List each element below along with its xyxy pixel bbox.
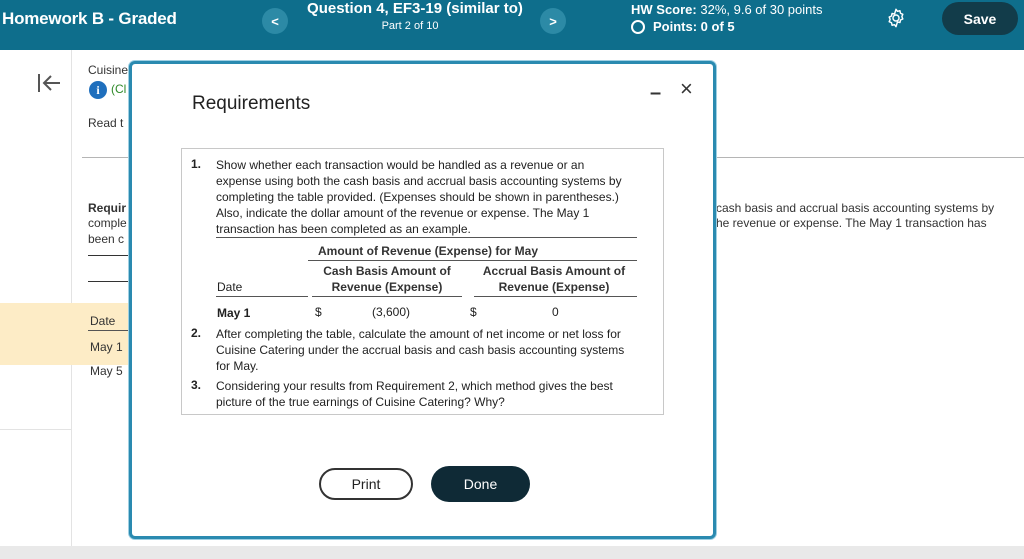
table-top-line (88, 255, 130, 256)
cash-basis-header-line1: Cash Basis Amount of (323, 264, 451, 278)
requirement-text-1: comple (88, 216, 127, 230)
dialog-title: Requirements (192, 93, 311, 114)
done-button[interactable]: Done (431, 466, 530, 502)
question-text-cuisine: Cuisine (88, 63, 129, 77)
requirement-3-line: picture of the true earnings of Cuisine Catering? Why? (216, 395, 505, 409)
collapse-panel-icon[interactable] (36, 72, 62, 94)
row-cash-dollar: $ (315, 305, 322, 319)
hw-score-value: 32%, 9.6 of 30 points (700, 2, 823, 17)
gear-icon[interactable] (885, 7, 907, 29)
cash-column-rule (312, 296, 462, 297)
requirements-dialog (129, 61, 716, 539)
requirement-heading: Requir (88, 201, 127, 215)
bg-table-row-may1: May 1 (90, 340, 123, 354)
requirement-1-number: 1. (191, 157, 202, 171)
rail-divider (0, 429, 72, 430)
highlight-band (0, 303, 72, 365)
requirement-text-right-2: he revenue or expense. The May 1 transaction has (716, 216, 987, 230)
requirement-2-line: for May. (216, 359, 259, 373)
requirement-2-text (216, 326, 661, 374)
accrual-basis-header-line2: Revenue (Expense) (498, 280, 610, 294)
previous-question-button[interactable]: < (262, 8, 288, 34)
requirement-1-line: Also, indicate the dollar amount of the revenue or expense. The May 1 (216, 206, 590, 220)
requirement-1-line: transaction has been completed as an example. (216, 222, 471, 236)
accrual-column-rule (474, 296, 637, 297)
bg-table-date-header: Date (90, 314, 116, 328)
cash-basis-header-line2: Revenue (Expense) (331, 280, 443, 294)
hw-score-label: HW Score: (631, 2, 697, 17)
hw-score (631, 2, 823, 17)
row-date: May 1 (217, 306, 251, 320)
question-text-read: Read t (88, 116, 124, 130)
question-part: Part 2 of 10 (381, 20, 439, 32)
table-header-line (88, 281, 130, 282)
row-cash-value: (3,600) (372, 305, 411, 319)
row-accrual-dollar: $ (470, 305, 477, 319)
points-text: Points: 0 of 5 (653, 19, 735, 34)
bg-table-row-may5: May 5 (90, 364, 123, 378)
accrual-basis-header-line1: Accrual Basis Amount of (482, 264, 626, 278)
print-button[interactable]: Print (319, 468, 413, 500)
info-icon[interactable]: i (89, 81, 107, 99)
requirement-2-line: After completing the table, calculate the amount of net income or net loss for (216, 327, 621, 341)
top-header (0, 0, 1024, 50)
question-title: Question 4, EF3-19 (similar to) (307, 0, 523, 17)
bg-table-date-line (88, 330, 130, 331)
info-link-text[interactable]: (Cl (111, 82, 127, 96)
requirement-1-line: Show whether each transaction would be handled as a revenue or an (216, 158, 585, 172)
date-column-header: Date (217, 280, 243, 294)
requirement-text-2: been c (88, 232, 125, 246)
minimize-icon[interactable]: – (650, 82, 662, 104)
requirement-2-line: Cuisine Catering under the accrual basis and cash basis accounting systems (216, 343, 625, 357)
requirement-1-text (216, 157, 656, 237)
table-group-header: Amount of Revenue (Expense) for May (317, 244, 539, 258)
next-question-button[interactable]: > (540, 8, 566, 34)
requirement-3-text (216, 378, 656, 410)
requirement-2-number: 2. (191, 326, 202, 340)
assignment-title: Homework B - Graded (2, 9, 177, 28)
close-icon[interactable]: × (680, 76, 693, 101)
bottom-bar (0, 546, 1024, 559)
requirement-text-right-1: cash basis and accrual basis accounting systems by (716, 201, 995, 215)
highlight-band-2 (72, 303, 128, 365)
divider-left (82, 157, 132, 158)
points-status (631, 19, 735, 34)
points-circle-icon (631, 20, 645, 34)
requirements-box (181, 148, 664, 415)
table-top-rule (216, 237, 637, 238)
date-column-rule (216, 296, 308, 297)
divider-right (716, 157, 1024, 158)
requirement-1-line: expense using both the cash basis and accrual basis accounting systems by (216, 174, 622, 188)
row-accrual-value: 0 (552, 305, 559, 319)
requirement-1-line: completing the table provided. (Expenses should be shown in parentheses.) (216, 190, 619, 204)
requirement-3-number: 3. (191, 378, 202, 392)
save-button[interactable]: Save (942, 2, 1018, 35)
requirement-3-line: Considering your results from Requirement 2, which method gives the best (216, 379, 613, 393)
table-group-rule (308, 260, 637, 261)
